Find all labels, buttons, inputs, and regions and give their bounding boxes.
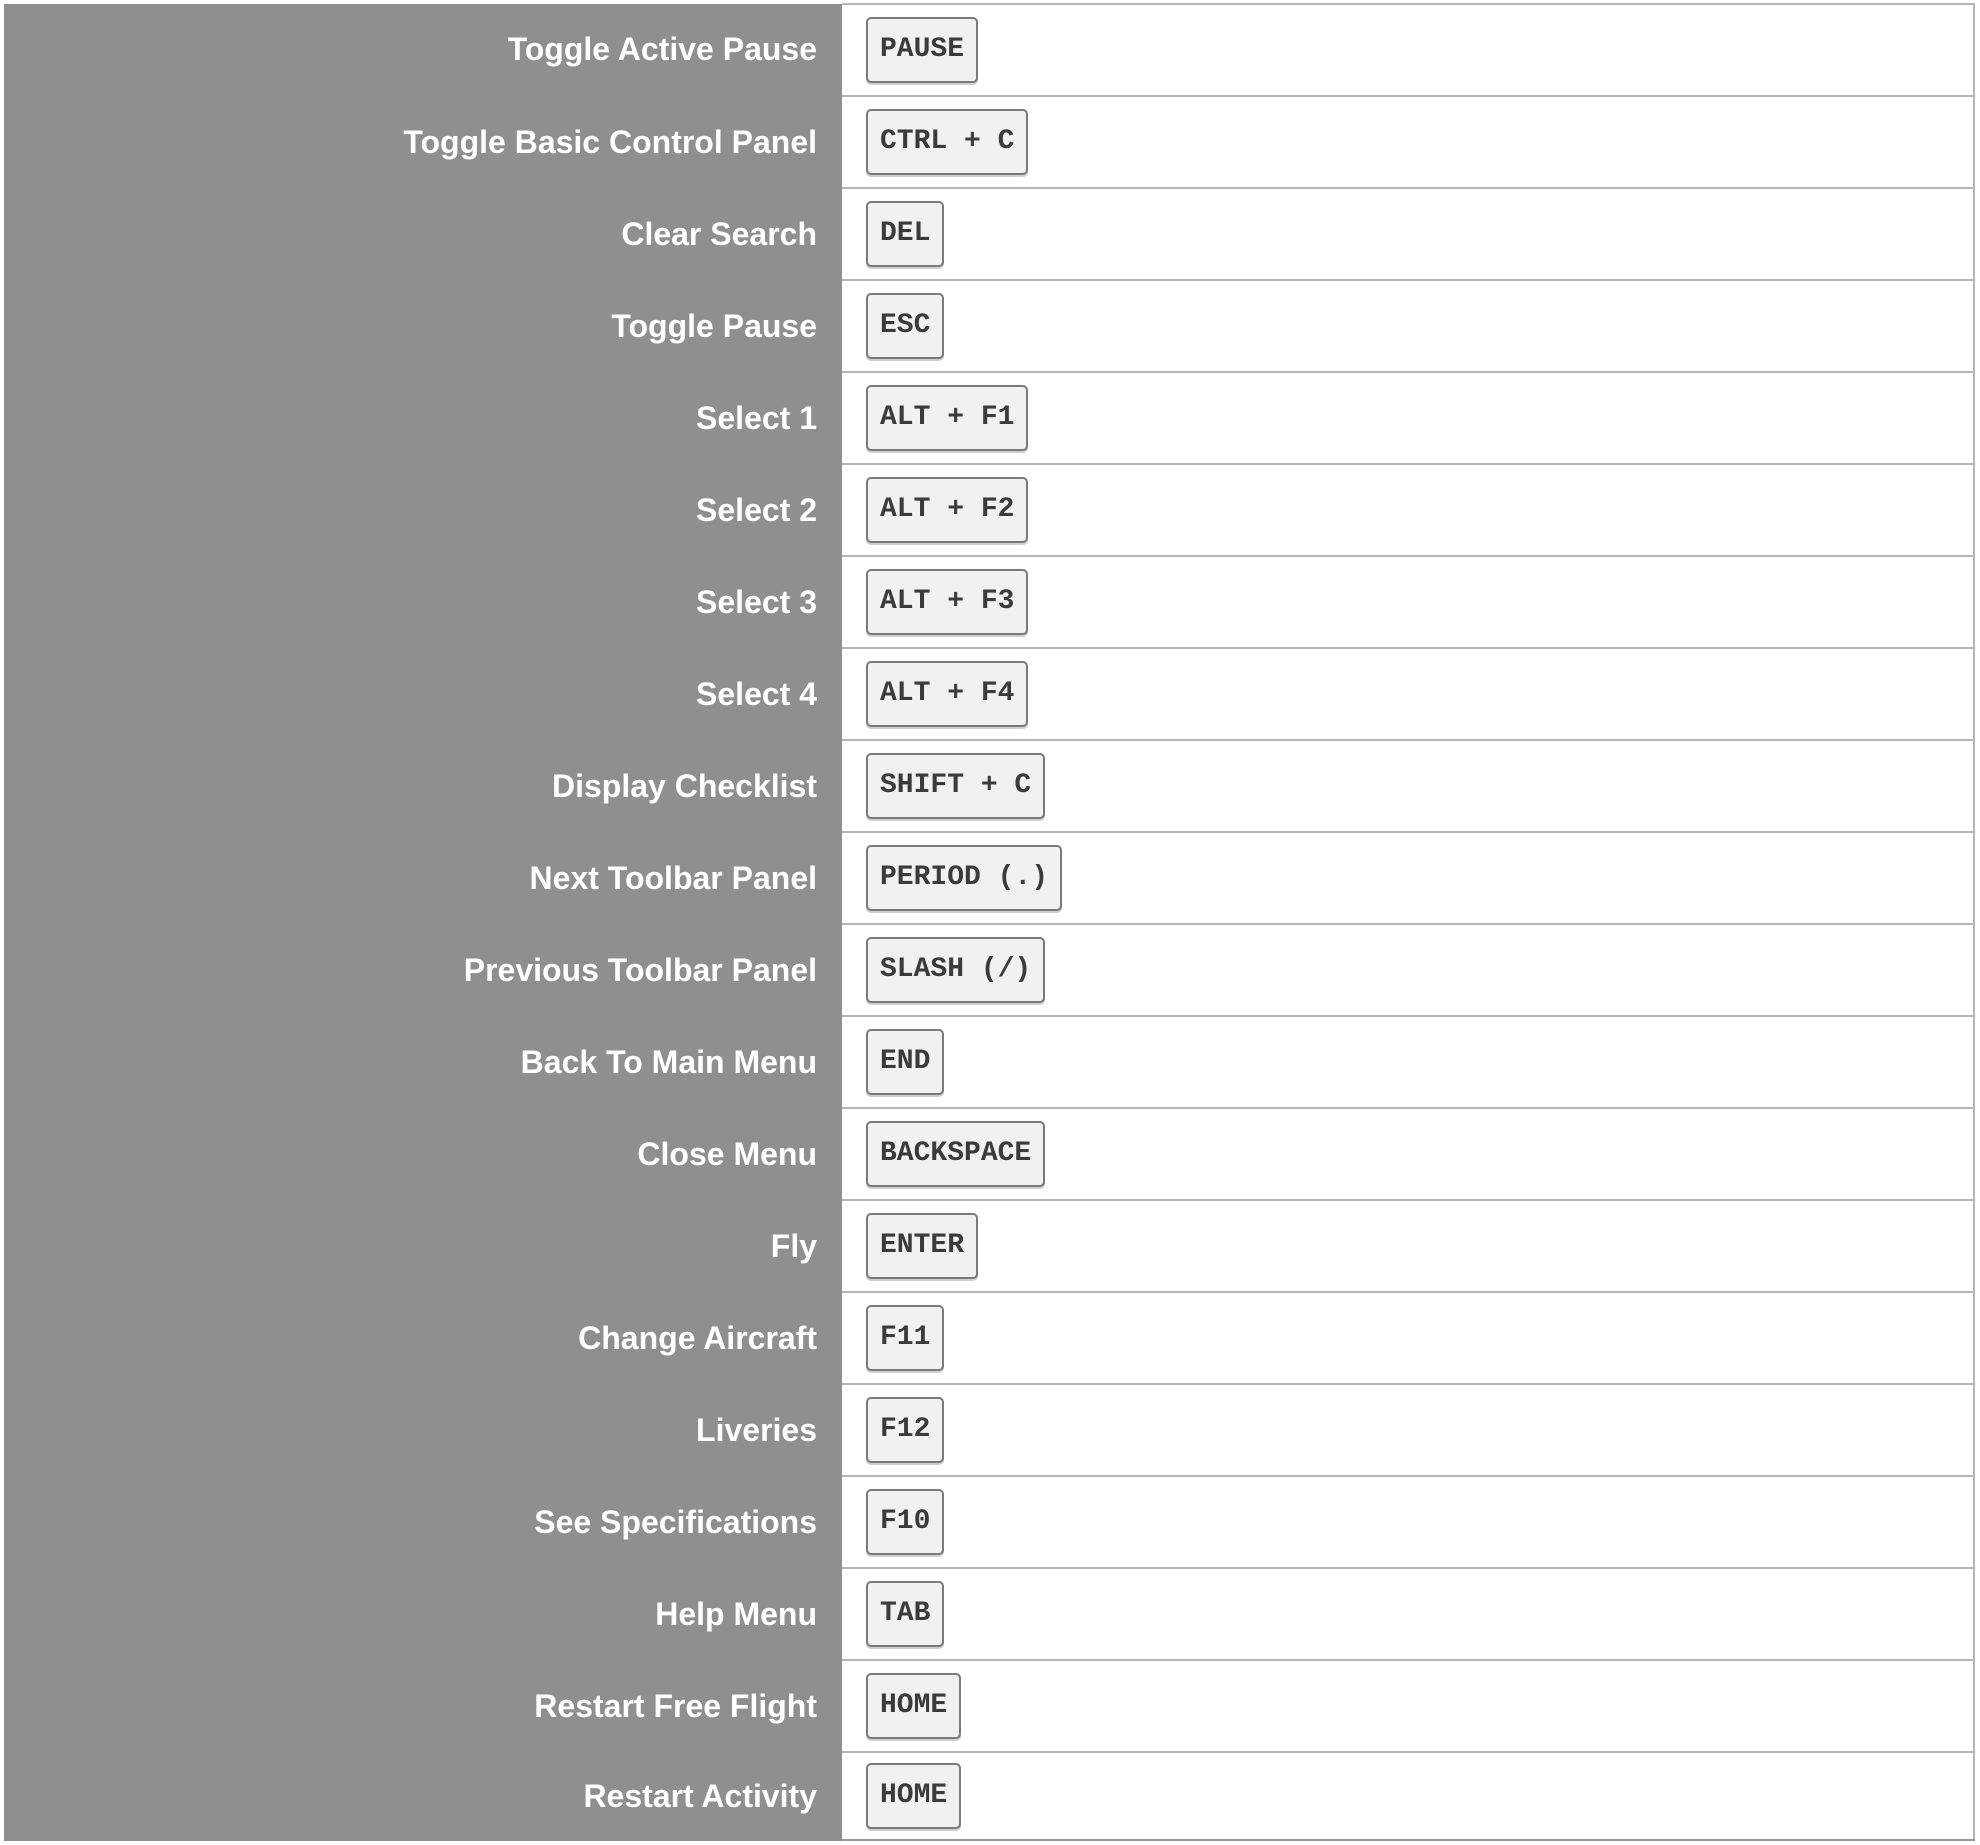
action-label: Select 4 [4,648,842,740]
action-label: Previous Toolbar Panel [4,924,842,1016]
action-label: Change Aircraft [4,1292,842,1384]
key-cell [842,96,1974,188]
key-cell [842,648,1974,740]
key-cell [842,1384,1974,1476]
key-cell [842,556,1974,648]
action-label: Select 2 [4,464,842,556]
action-label: See Specifications [4,1476,842,1568]
shortcut-row [4,188,1974,280]
key-combination: ESC [866,293,944,359]
shortcut-row [4,1752,1974,1840]
action-label: Clear Search [4,188,842,280]
shortcut-row [4,1568,1974,1660]
key-combination: END [866,1029,944,1095]
shortcut-row [4,832,1974,924]
key-cell [842,1568,1974,1660]
action-label: Help Menu [4,1568,842,1660]
key-combination: CTRL + C [866,109,1028,175]
shortcut-row [4,648,1974,740]
key-combination: TAB [866,1581,944,1647]
key-cell [842,4,1974,96]
shortcut-row [4,1660,1974,1752]
shortcut-row [4,1384,1974,1476]
key-cell [842,464,1974,556]
action-label: Toggle Pause [4,280,842,372]
key-cell [842,1200,1974,1292]
action-label: Next Toolbar Panel [4,832,842,924]
key-cell [842,1292,1974,1384]
key-cell [842,924,1974,1016]
shortcut-row [4,1200,1974,1292]
key-cell [842,1476,1974,1568]
key-combination: SHIFT + C [866,753,1045,819]
action-label: Select 1 [4,372,842,464]
key-combination: ALT + F4 [866,661,1028,727]
key-combination: ALT + F3 [866,569,1028,635]
action-label: Fly [4,1200,842,1292]
shortcut-row [4,740,1974,832]
action-label: Restart Activity [4,1752,842,1840]
action-label: Back To Main Menu [4,1016,842,1108]
key-combination: F12 [866,1397,944,1463]
key-combination: HOME [866,1763,961,1829]
key-cell [842,372,1974,464]
key-combination: F11 [866,1305,944,1371]
key-cell [842,1016,1974,1108]
action-label: Display Checklist [4,740,842,832]
key-cell [842,1752,1974,1840]
key-cell [842,740,1974,832]
shortcut-row [4,4,1974,96]
action-label: Liveries [4,1384,842,1476]
shortcut-row [4,556,1974,648]
key-combination: ENTER [866,1213,978,1279]
key-cell [842,280,1974,372]
action-label: Close Menu [4,1108,842,1200]
key-combination: BACKSPACE [866,1121,1045,1187]
key-combination: PERIOD (.) [866,845,1062,911]
key-cell [842,1660,1974,1752]
action-label: Toggle Active Pause [4,4,842,96]
key-cell [842,832,1974,924]
key-combination: HOME [866,1673,961,1739]
shortcut-row [4,1016,1974,1108]
key-combination: DEL [866,201,944,267]
shortcut-row [4,924,1974,1016]
key-cell [842,1108,1974,1200]
action-label: Restart Free Flight [4,1660,842,1752]
shortcut-row [4,1476,1974,1568]
shortcut-row [4,1108,1974,1200]
action-label: Toggle Basic Control Panel [4,96,842,188]
shortcut-row [4,464,1974,556]
keyboard-shortcuts-table [4,3,1975,1841]
key-combination: PAUSE [866,17,978,83]
shortcut-row [4,96,1974,188]
key-combination: ALT + F1 [866,385,1028,451]
key-combination: SLASH (/) [866,937,1045,1003]
key-combination: F10 [866,1489,944,1555]
key-cell [842,188,1974,280]
action-label: Select 3 [4,556,842,648]
shortcut-row [4,1292,1974,1384]
shortcut-row [4,280,1974,372]
key-combination: ALT + F2 [866,477,1028,543]
shortcut-row [4,372,1974,464]
